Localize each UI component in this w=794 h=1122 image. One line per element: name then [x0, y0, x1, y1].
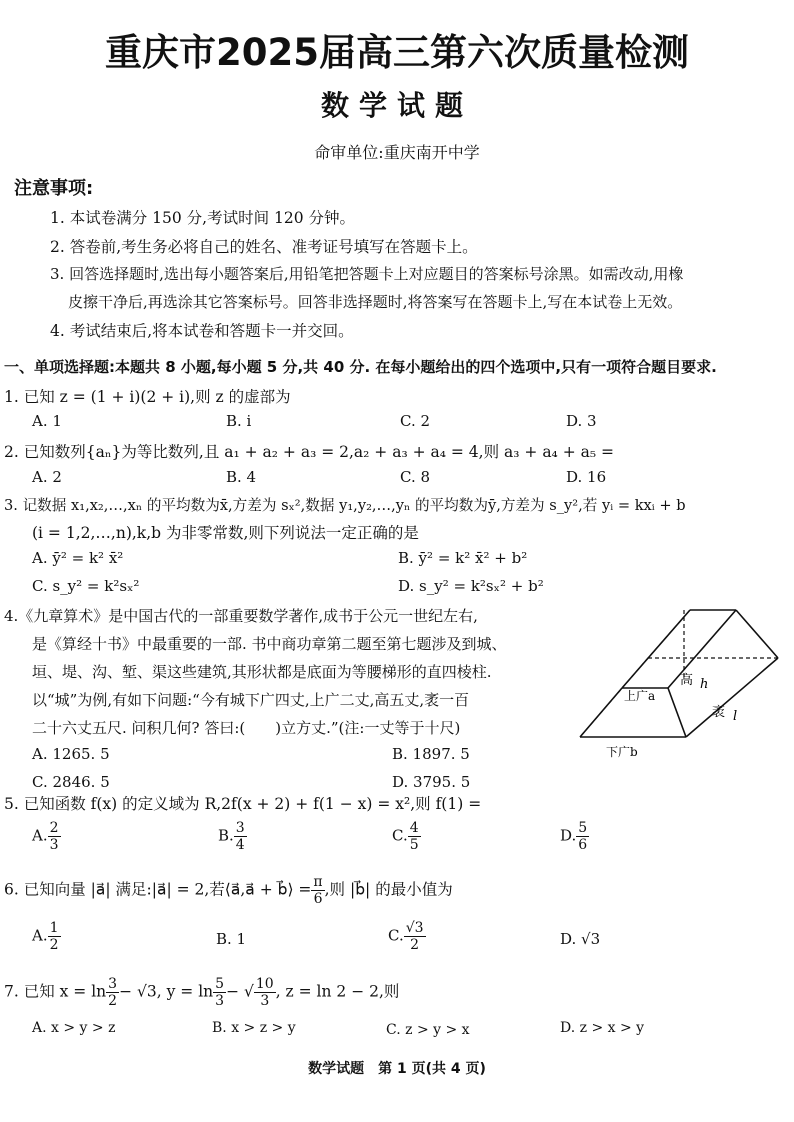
- q6-option-b: B. 1: [216, 930, 247, 948]
- q1-option-d: D. 3: [566, 412, 597, 430]
- page-subtitle: 数学试题: [320, 89, 473, 122]
- notice-heading: 注意事项:: [14, 178, 94, 199]
- q2-option-d: D. 16: [566, 468, 607, 486]
- q1-option-b: B. i: [226, 412, 252, 430]
- q3-option-c: C. s_y² = k²sₓ²: [32, 577, 140, 595]
- figure-label-height: 高: [680, 673, 694, 688]
- authoring-unit: 命审单位:重庆南开中学: [314, 143, 480, 162]
- figure-label-bottom: 下广b: [606, 745, 638, 759]
- notice-item: 3. 回答选择题时,选出每小题答案后,用铅笔把答题卡上对应题目的答案标号涂黑。如需改动,用橡: [50, 265, 684, 283]
- q5-option-b: B. $\frac{3}{4}$: [218, 820, 245, 854]
- q6-option-c: C. $\frac{√3}{2}$: [388, 920, 424, 954]
- figure-label-length: 袤: [712, 705, 726, 720]
- notice-item: 皮擦干净后,再选涂其它答案标号。回答非选择题时,将答案写在答题卡上,写在本试卷上无效。: [68, 293, 683, 311]
- page-title: 重庆市2025届高三第六次质量检测: [105, 31, 689, 74]
- q4-option-b: B. 1897. 5: [392, 745, 470, 763]
- q2-option-a: A. 2: [32, 468, 62, 486]
- notice-item: 2. 答卷前,考生务必将自己的姓名、准考证号填写在答题卡上。: [50, 238, 478, 256]
- q2-option-c: C. 8: [400, 468, 431, 486]
- prism-figure: [570, 600, 792, 770]
- question-1-stem: 1. 已知 z = (1 + i)(2 + i),则 z 的虚部为: [4, 388, 291, 406]
- q5-option-a: A. $\frac{2}{3}$: [32, 820, 59, 854]
- q6-option-d: D. √3: [560, 930, 601, 948]
- q1-option-a: A. 1: [32, 412, 62, 430]
- q7-option-a: A. x > y > z: [32, 1020, 116, 1036]
- q3-option-d: D. s_y² = k²sₓ² + b²: [398, 577, 544, 595]
- q4-option-a: A. 1265. 5: [32, 745, 110, 763]
- question-6-stem: 6. 已知向量 |a⃗| 满足:|a⃗| = 2,若⟨a⃗,a⃗ + b⃗⟩ = $\frac{\pi}{6}$ ,则 |b⃗| 的最小值为: [4, 874, 453, 908]
- figure-label-top: 上广a: [624, 689, 656, 703]
- question-2-stem: 2. 已知数列{aₙ}为等比数列,且 a₁ + a₂ + a₃ = 2,a₂ + a₃ + a₄ = 4,则 a₃ + a₄ + a₅ =: [4, 443, 614, 461]
- q7-option-b: B. x > z > y: [212, 1020, 296, 1036]
- question-4-line: 二十六丈五尺. 问积几何? 答曰:( )立方丈.”(注:一丈等于十尺): [32, 719, 461, 737]
- q1-option-c: C. 2: [400, 412, 431, 430]
- q7-option-c: C. z > y > x: [386, 1022, 470, 1038]
- question-5-stem: 5. 已知函数 f(x) 的定义域为 R,2f(x + 2) + f(1 − x) = x²,则 f(1) =: [4, 795, 482, 813]
- q5-option-d: D. $\frac{5}{6}$: [560, 820, 588, 854]
- q6-option-a: A. $\frac{1}{2}$: [32, 920, 59, 954]
- q3-option-a: A. ȳ² = k² x̄²: [32, 549, 124, 567]
- question-4-line: 以“城”为例,有如下问题:“今有城下广四丈,上广二丈,高五丈,袤一百: [32, 691, 470, 709]
- notice-item: 1. 本试卷满分 150 分,考试时间 120 分钟。: [50, 209, 356, 227]
- question-7-stem: 7. 已知 x = ln $\frac{3}{2}$ − √3, y = ln $\frac{5}{3}$ − √ $\frac{10}{3}$ , z = ln 2 − 2,则: [4, 976, 400, 1010]
- figure-label-h: h: [700, 677, 709, 692]
- q5-option-c: C. $\frac{4}{5}$: [392, 820, 419, 854]
- q2-option-b: B. 4: [226, 468, 257, 486]
- q3-option-b: B. ȳ² = k² x̄² + b²: [398, 549, 528, 567]
- question-3-stem-cont: (i = 1,2,…,n),k,b 为非零常数,则下列说法一定正确的是: [32, 524, 419, 542]
- question-3-stem: 3. 记数据 x₁,x₂,…,xₙ 的平均数为x̄,方差为 sₓ²,数据 y₁,y₂,…,yₙ 的平均数为ȳ,方差为 s_y²,若 yᵢ = kxᵢ + b: [4, 497, 686, 514]
- q7-option-d: D. z > x > y: [560, 1020, 645, 1036]
- question-4-line: 是《算经十书》中最重要的一部. 书中商功章第二题至第七题涉及到城、: [32, 635, 507, 653]
- figure-label-l: l: [733, 709, 738, 724]
- q4-option-c: C. 2846. 5: [32, 773, 110, 791]
- question-4-line: 垣、堤、沟、堑、渠这些建筑,其形状都是底面为等腰梯形的直四棱柱.: [32, 663, 492, 681]
- question-4-line: 4.《九章算术》是中国古代的一部重要数学著作,成书于公元一世纪左右,: [4, 607, 478, 625]
- section-heading: 一、单项选择题:本题共 8 小题,每小题 5 分,共 40 分. 在每小题给出的四个选项中,只有一项符合题目要求.: [4, 358, 717, 376]
- q4-option-d: D. 3795. 5: [392, 773, 471, 791]
- page-footer: 数学试题 第 1 页(共 4 页): [308, 1061, 486, 1077]
- notice-item: 4. 考试结束后,将本试卷和答题卡一并交回。: [50, 322, 354, 340]
